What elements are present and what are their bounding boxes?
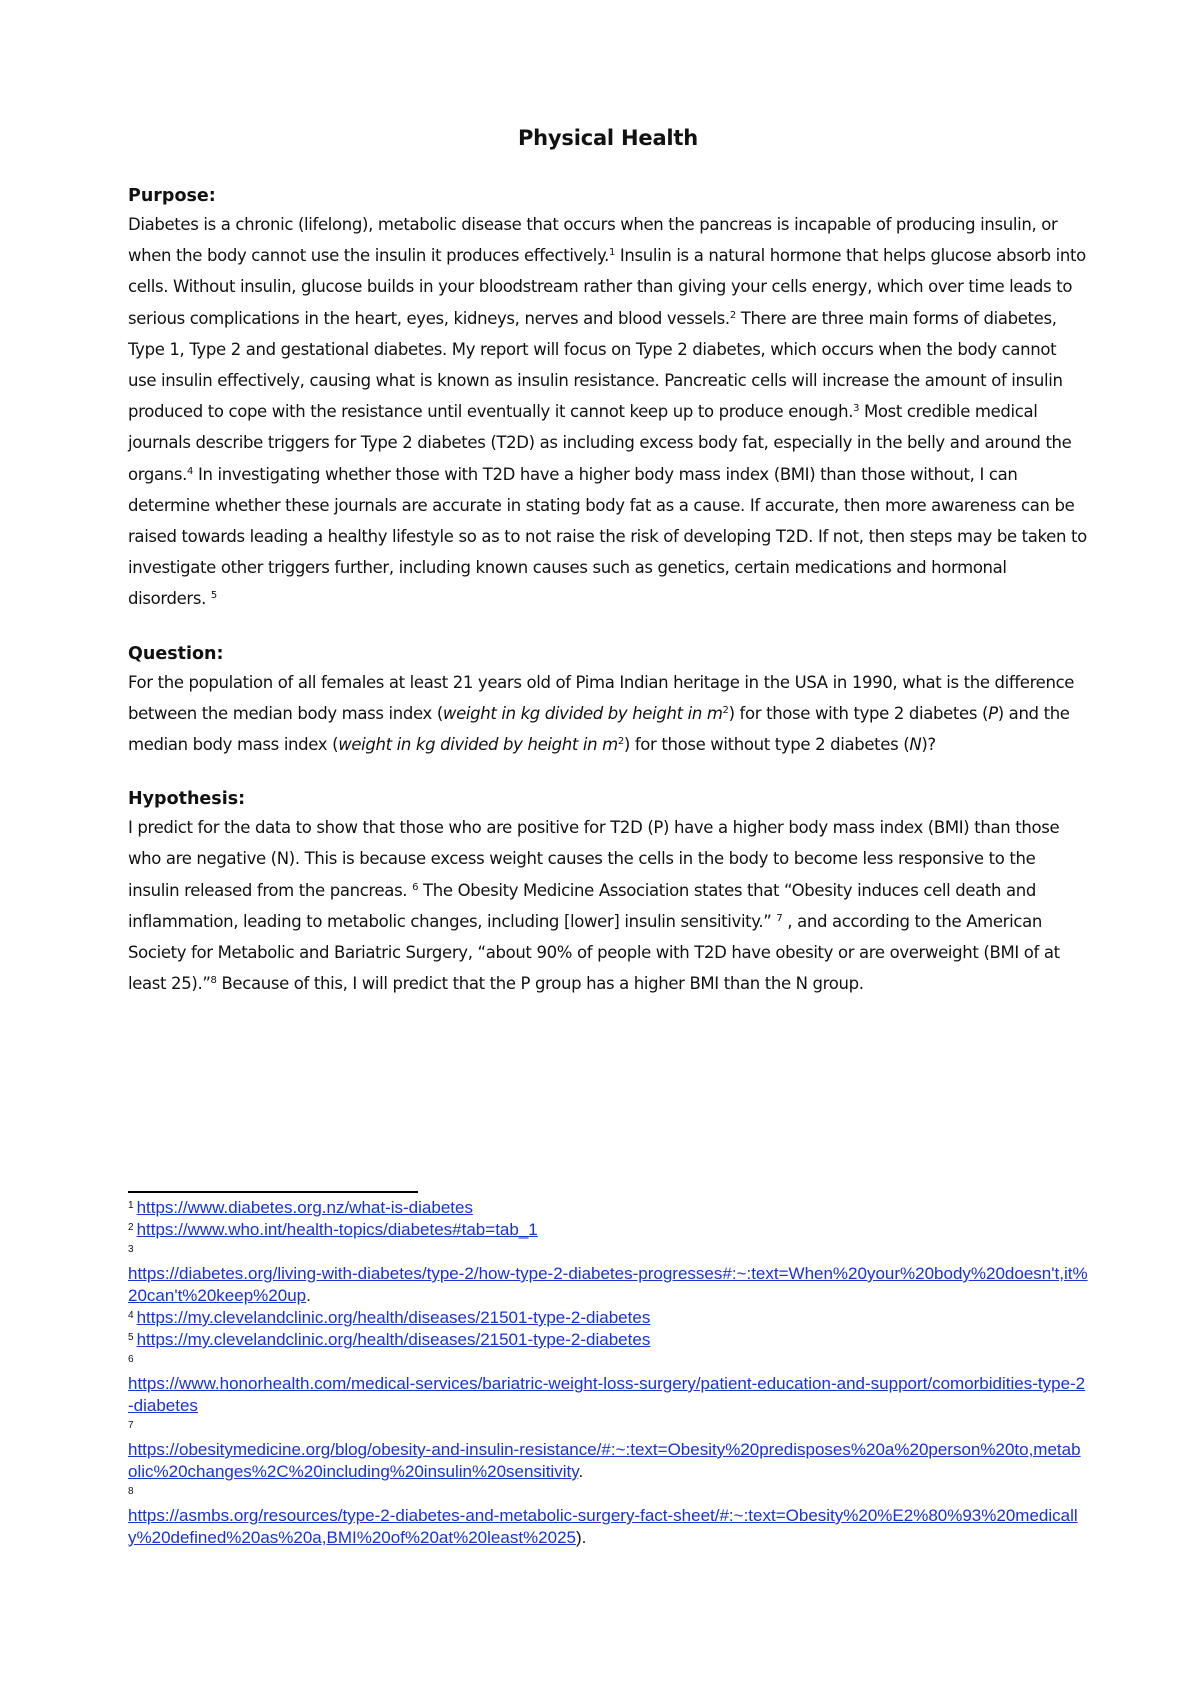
footnote-mark: 3 [128, 1244, 134, 1255]
purpose-paragraph [128, 209, 1088, 615]
bmi-definition-1: weight in kg divided by height in m [442, 703, 723, 723]
page-title: Physical Health [517, 126, 699, 150]
footnote-link[interactable]: https://diabetes.org/living-with-diabetes/type-2/how-type-2-diabetes-progresses#:~:text=When%20your%20body%20doesn't,it%20can't%20keep%20up [128, 1264, 1088, 1305]
footnote-ref-1[interactable]: 1 [608, 247, 615, 259]
footnote-link[interactable]: https://obesitymedicine.org/blog/obesity-and-insulin-resistance/#:~:text=Obesity%20predisposes%20a%20person%20to,metabolic%20changes%2C%20including%20insulin%20sensitivity [128, 1440, 1081, 1481]
footnote-ref-3[interactable]: 3 [853, 403, 860, 415]
footnote-ref-7[interactable]: 7 [776, 912, 783, 924]
footnote-tail: ). [575, 1528, 587, 1547]
purpose-text-4: Most credible medical journals describe triggers for Type 2 diabetes (T2D) as including excess body fat, especially in the belly and around the organs. [128, 402, 1072, 484]
purpose-text-5: In investigating whether those with T2D have a higher body mass index (BMI) than those without, I can determine whether these journals are accurate in stating body fat as a cause. If accurate, then more awareness can be raised towards leading a healthy lifestyle so as to not raise the risk of developing T2D. If not, then steps may be taken to investigate other triggers further, including known causes such as genetics, certain medications and hormonal disorders. [128, 464, 1087, 609]
question-heading: Question: [128, 643, 224, 664]
question-text-2: ) for those with type 2 diabetes ( [728, 703, 989, 723]
footnote-mark: 2 [128, 1222, 134, 1233]
footnote-ref-8[interactable]: 8 [210, 975, 217, 987]
bmi-definition-2: weight in kg divided by height in m [338, 735, 618, 755]
footnote-7 [128, 1419, 1088, 1483]
squared-mark-1: 2 [722, 704, 729, 716]
hypothesis-text-4: Because of this, I will predict that the P group has a higher BMI than the N group. [216, 974, 864, 994]
hypothesis-heading: Hypothesis: [128, 789, 246, 810]
footnote-ref-6[interactable]: 6 [412, 881, 419, 893]
footnote-link[interactable]: https://my.clevelandclinic.org/health/diseases/21501-type-2-diabetes [136, 1308, 651, 1327]
footnote-mark: 5 [128, 1332, 134, 1343]
hypothesis-text-3: , and according to the American Society for Metabolic and Bariatric Surgery, “about 90% of people with T2D have obesity or are overweight (BMI of at least 25).” [128, 911, 1060, 994]
footnote-1 [128, 1197, 1088, 1219]
purpose-text-3: There are three main forms of diabetes, Type 1, Type 2 and gestational diabetes. My report will focus on Type 2 diabetes, which occurs when the body cannot use insulin effectively, causing what is known as insulin resistance. Pancreatic cells will increase the amount of insulin produced to cope with the resistance until eventually it cannot keep up to produce enough. [128, 308, 1063, 422]
group-n-label: N [909, 735, 922, 755]
footnote-link[interactable]: https://www.who.int/health-topics/diabetes#tab=tab_1 [136, 1220, 538, 1239]
purpose-text-1: Diabetes is a chronic (lifelong), metabolic disease that occurs when the pancreas is incapable of producing insulin, or when the body cannot use the insulin it produces effectively. [128, 215, 1058, 266]
question-text-1: For the population of all females at least 21 years old of Pima Indian heritage in the USA in 1990, what is the difference between the median body mass index ( [128, 672, 1075, 723]
squared-mark-2: 2 [617, 736, 624, 748]
footnote-link[interactable]: https://my.clevelandclinic.org/health/diseases/21501-type-2-diabetes [136, 1330, 651, 1349]
footnote-mark: 1 [128, 1200, 134, 1211]
footnote-2 [128, 1219, 1088, 1241]
footnote-tail: . [578, 1462, 584, 1481]
group-p-label: P [988, 703, 998, 723]
question-text-5: )? [921, 735, 936, 755]
footnote-ref-4[interactable]: 4 [187, 465, 194, 477]
footnote-ref-5[interactable]: 5 [210, 590, 217, 602]
footnote-8 [128, 1485, 1088, 1549]
footnote-tail: . [306, 1286, 311, 1305]
purpose-text-2: Insulin is a natural hormone that helps glucose absorb into cells. Without insulin, glucose builds in your bloodstream rather than giving your cells energy, which over time leads to serious complications in the heart, eyes, kidneys, nerves and blood vessels. [128, 246, 1086, 328]
footnote-mark: 4 [128, 1310, 134, 1321]
footnote-5 [128, 1329, 1088, 1351]
question-paragraph [128, 667, 1088, 761]
purpose-section [128, 186, 1088, 615]
footnote-ref-2[interactable]: 2 [729, 309, 736, 321]
footnotes [128, 1191, 1088, 1549]
footnote-mark: 8 [128, 1486, 134, 1497]
footnote-link[interactable]: https://www.honorhealth.com/medical-services/bariatric-weight-loss-surgery/patient-education-and-support/comorbidities-type-2-diabetes [128, 1374, 1086, 1415]
footnote-4 [128, 1307, 1088, 1329]
hypothesis-text-2: The Obesity Medicine Association states that “Obesity induces cell death and inflammation, leading to metabolic changes, including [lower] insulin sensitivity.” [128, 880, 1037, 931]
hypothesis-section [128, 789, 1088, 999]
footnote-link[interactable]: https://asmbs.org/resources/type-2-diabetes-and-metabolic-surgery-fact-sheet/#:~:text=Obesity%20%E2%80%93%20medically%20defined%20as%20a,BMI%20of%20at%20least%2025 [128, 1506, 1078, 1547]
question-text-4: ) for those without type 2 diabetes ( [623, 735, 910, 755]
hypothesis-paragraph [128, 812, 1088, 999]
document-body [128, 126, 1088, 1028]
footnote-separator [128, 1191, 418, 1193]
footnote-mark: 6 [128, 1354, 134, 1365]
footnote-link[interactable]: https://www.diabetes.org.nz/what-is-diabetes [136, 1198, 473, 1217]
question-text-3: ) and the median body mass index ( [128, 703, 1070, 755]
footnote-6 [128, 1353, 1088, 1417]
question-section [128, 644, 1088, 761]
footnote-mark: 7 [128, 1420, 134, 1431]
purpose-heading: Purpose: [128, 186, 216, 206]
footnote-3 [128, 1243, 1088, 1307]
hypothesis-text-1: I predict for the data to show that those who are positive for T2D (P) have a higher body mass index (BMI) than those who are negative (N). This is because excess weight causes the cells in the body to become less responsive to the insulin released from the pancreas. [128, 818, 1060, 900]
